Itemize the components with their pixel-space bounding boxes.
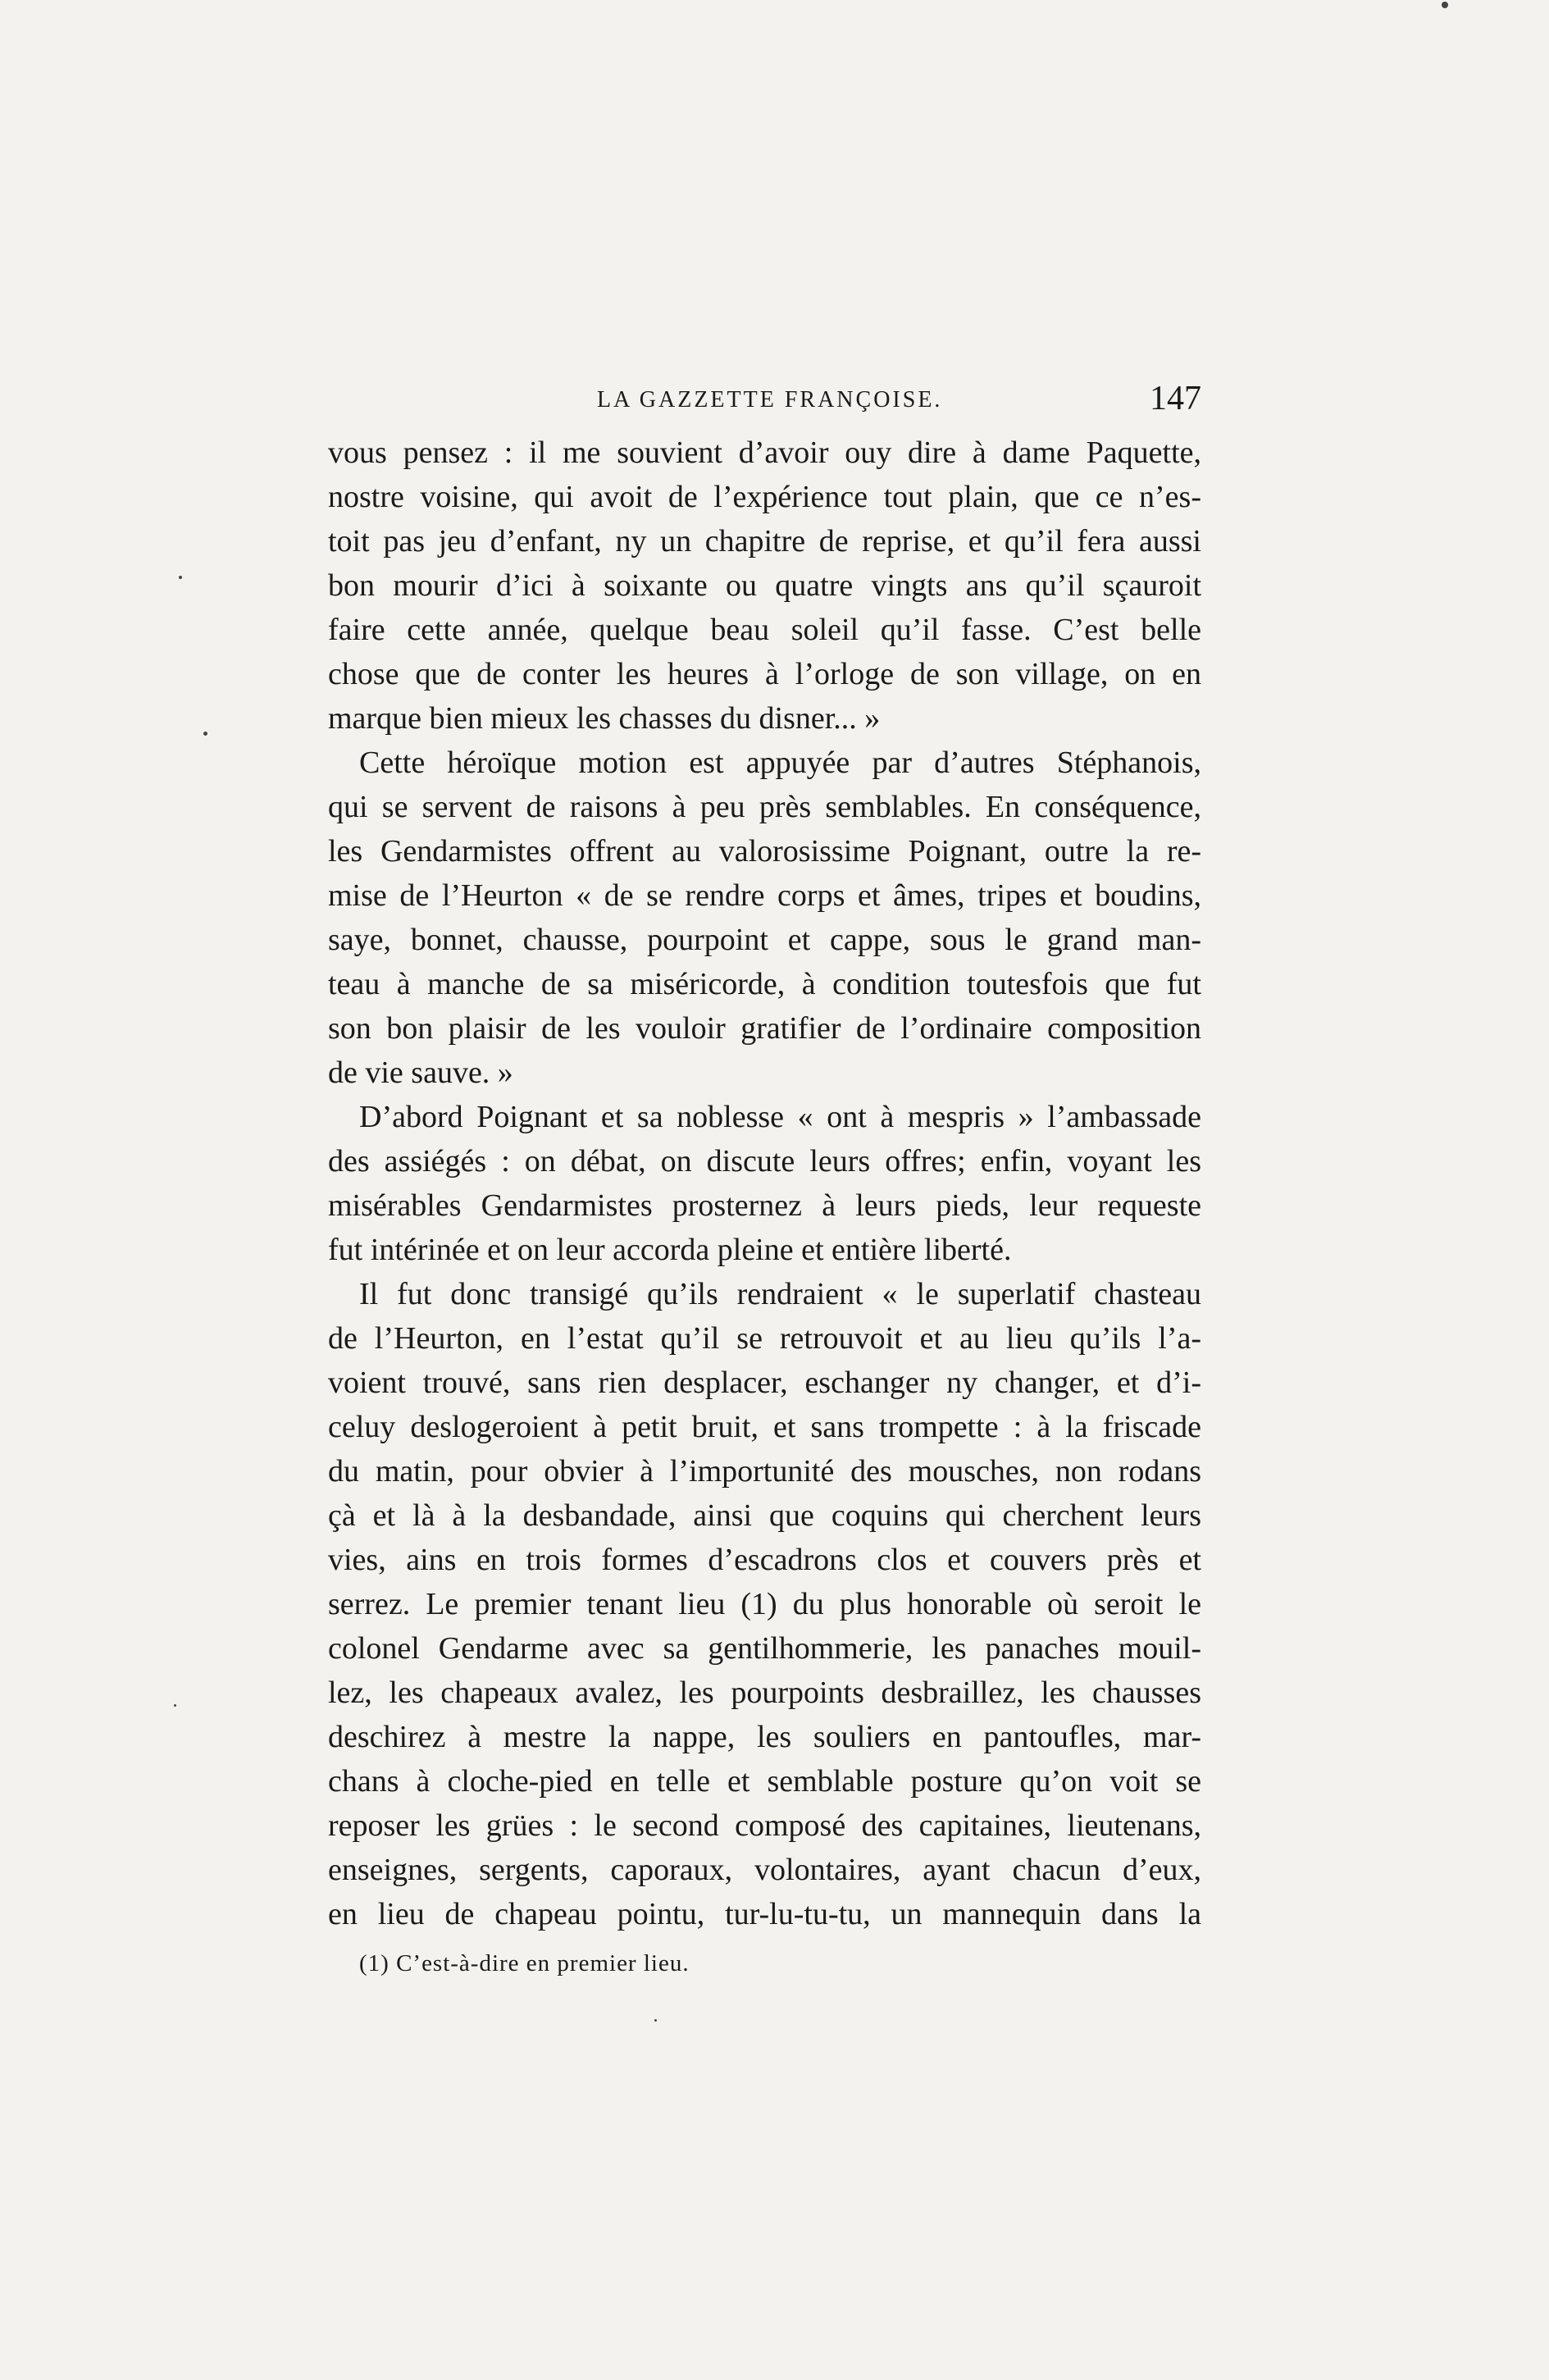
text-line: vous pensez : il me souvient d’avoir ouy dire à dame Paquette, <box>328 435 1201 470</box>
text-line: bon mourir d’ici à soixante ou quatre vingts ans qu’il sçauroit <box>328 568 1201 603</box>
text-line: celuy deslogeroient à petit bruit, et sans trompette : à la friscade <box>328 1410 1201 1444</box>
text-line: teau à manche de sa miséricorde, à condition toutesfois que fut <box>328 967 1201 1001</box>
text-line: mise de l’Heurton « de se rendre corps et âmes, tripes et boudins, <box>328 878 1201 913</box>
text-line: nostre voisine, qui avoit de l’expérience tout plain, que ce n’es- <box>328 480 1201 514</box>
text-line: enseignes, sergents, caporaux, volontaires, ayant chacun d’eux, <box>328 1853 1201 1887</box>
running-title: LA GAZZETTE FRANÇOISE. <box>597 387 943 413</box>
text-line: misérables Gendarmistes prosternez à leurs pieds, leur requeste <box>328 1188 1201 1223</box>
text-line: toit pas jeu d’enfant, ny un chapitre de reprise, et qu’il fera aussi <box>328 524 1201 559</box>
speck <box>1442 2 1448 8</box>
text-line: faire cette année, quelque beau soleil qu’il fasse. C’est belle <box>328 613 1201 647</box>
text-line: chans à cloche-pied en telle et semblable posture qu’on voit se <box>328 1764 1201 1799</box>
text-line: voient trouvé, sans rien desplacer, eschanger ny changer, et d’i- <box>328 1366 1201 1400</box>
text-line: du matin, pour obvier à l’importunité des mousches, non rodans <box>328 1454 1201 1489</box>
text-line: les Gendarmistes offrent au valorosissime Poignant, outre la re- <box>328 834 1201 869</box>
paragraph-start-line: D’abord Poignant et sa noblesse « ont à mespris » l’ambassade <box>359 1100 1201 1134</box>
text-line: de l’Heurton, en l’estat qu’il se retrouvoit et au lieu qu’ils l’a- <box>328 1321 1201 1356</box>
text-line: chose que de conter les heures à l’orloge de son village, on en <box>328 657 1201 691</box>
text-line: en lieu de chapeau pointu, tur-lu-tu-tu, un mannequin dans la <box>328 1897 1201 1931</box>
body-text <box>328 431 1201 1936</box>
text-line: çà et là à la desbandade, ainsi que coquins qui cherchent leurs <box>328 1498 1201 1533</box>
text-line: fut intérinée et on leur accorda pleine et entière liberté. <box>328 1233 1012 1267</box>
text-line: vies, ains en trois formes d’escadrons clos et couvers près et <box>328 1543 1201 1577</box>
text-line: saye, bonnet, chausse, pourpoint et cappe, sous le grand man- <box>328 923 1201 957</box>
text-line: lez, les chapeaux avalez, les pourpoints desbraillez, les chausses <box>328 1676 1201 1710</box>
text-line: colonel Gendarme avec sa gentilhommerie, les panaches mouil- <box>328 1631 1201 1666</box>
text-line: des assiégés : on débat, on discute leurs offres; enfin, voyant les <box>328 1144 1201 1179</box>
text-line: qui se servent de raisons à peu près semblables. En conséquence, <box>328 790 1201 824</box>
paragraph-start-line: Il fut donc transigé qu’ils rendraient « le superlatif chasteau <box>359 1277 1201 1311</box>
text-line: de vie sauve. » <box>328 1055 513 1090</box>
text-line: reposer les grües : le second composé des capitaines, lieutenans, <box>328 1808 1201 1843</box>
text-line: deschirez à mestre la nappe, les souliers en pantoufles, mar- <box>328 1720 1201 1754</box>
speck <box>179 576 182 579</box>
speck <box>174 1704 176 1707</box>
text-line: son bon plaisir de les vouloir gratifier de l’ordinaire composition <box>328 1011 1201 1046</box>
paragraph-start-line: Cette héroïque motion est appuyée par d’autres Stéphanois, <box>359 745 1201 780</box>
text-line: marque bien mieux les chasses du disner... » <box>328 701 881 736</box>
footnote: (1) C’est-à-dire en premier lieu. <box>359 1950 690 1976</box>
page-header <box>328 379 1201 428</box>
page-number: 147 <box>1150 380 1201 417</box>
speck <box>654 2019 657 2022</box>
speck <box>203 732 207 736</box>
text-line: serrez. Le premier tenant lieu (1) du plus honorable où seroit le <box>328 1587 1201 1621</box>
